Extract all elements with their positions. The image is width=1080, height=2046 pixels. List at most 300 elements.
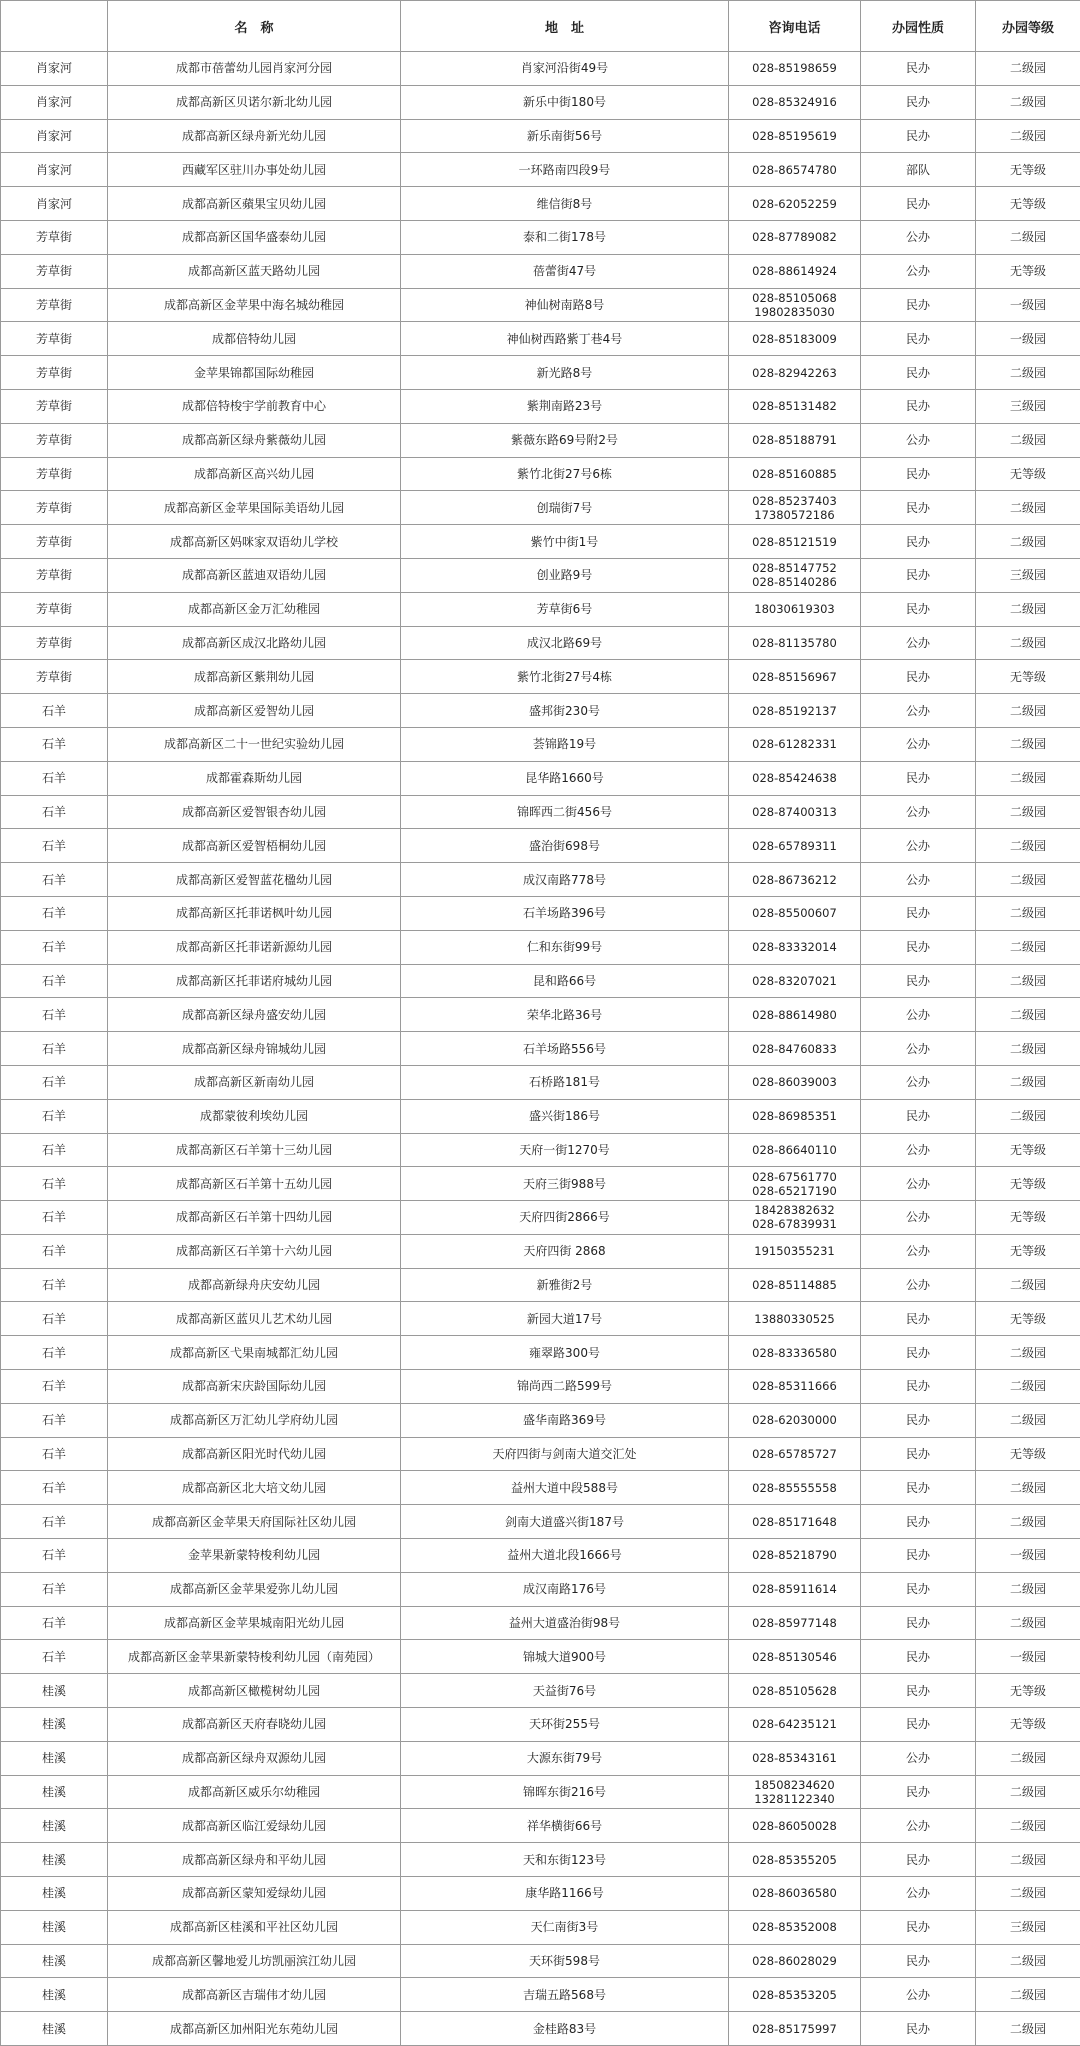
cell-address: 新乐中街180号 [401, 85, 729, 119]
cell-phone: 028-85175997 [729, 2012, 861, 2046]
cell-street: 石羊 [1, 998, 108, 1032]
cell-address: 天府四街与剑南大道交汇处 [401, 1437, 729, 1471]
table-row [1, 558, 1080, 592]
cell-phone: 028-85198659 [729, 52, 861, 86]
cell-street: 石羊 [1, 694, 108, 728]
table-row [1, 1640, 1080, 1674]
header-grade: 办园等级 [976, 1, 1080, 52]
cell-street: 石羊 [1, 863, 108, 897]
cell-grade: 二级园 [976, 626, 1080, 660]
cell-address: 天仁南街3号 [401, 1910, 729, 1944]
cell-grade: 二级园 [976, 1775, 1080, 1809]
cell-grade: 二级园 [976, 1978, 1080, 2012]
cell-type: 民办 [861, 1471, 976, 1505]
cell-name: 成都高新区金万汇幼稚园 [108, 592, 401, 626]
cell-phone: 028-85977148 [729, 1606, 861, 1640]
cell-address: 芳草街6号 [401, 592, 729, 626]
table-row [1, 1471, 1080, 1505]
cell-address: 新光路8号 [401, 356, 729, 390]
cell-address: 益州大道北段1666号 [401, 1539, 729, 1573]
cell-street: 芳草街 [1, 626, 108, 660]
cell-address: 锦城大道900号 [401, 1640, 729, 1674]
cell-type: 民办 [861, 2012, 976, 2046]
cell-grade: 二级园 [976, 1843, 1080, 1877]
cell-address: 肖家河沿街49号 [401, 52, 729, 86]
cell-phone: 028-85156967 [729, 660, 861, 694]
cell-street: 石羊 [1, 1336, 108, 1370]
cell-phone: 028-85130546 [729, 1640, 861, 1674]
cell-street: 桂溪 [1, 2012, 108, 2046]
cell-grade: 二级园 [976, 423, 1080, 457]
cell-address: 紫竹北街27号6栋 [401, 457, 729, 491]
cell-type: 民办 [861, 52, 976, 86]
cell-street: 芳草街 [1, 558, 108, 592]
cell-type: 公办 [861, 1877, 976, 1911]
cell-street: 芳草街 [1, 457, 108, 491]
cell-type: 民办 [861, 187, 976, 221]
cell-name: 成都高新区蓝迪双语幼儿园 [108, 558, 401, 592]
cell-address: 石桥路181号 [401, 1065, 729, 1099]
cell-grade: 一级园 [976, 288, 1080, 322]
cell-name: 成都高新区馨地爱儿坊凯丽滨江幼儿园 [108, 1944, 401, 1978]
cell-grade: 无等级 [976, 660, 1080, 694]
cell-phone: 028-85114885 [729, 1268, 861, 1302]
table-row [1, 863, 1080, 897]
cell-street: 石羊 [1, 1167, 108, 1201]
cell-type: 公办 [861, 694, 976, 728]
cell-address: 石羊场路396号 [401, 896, 729, 930]
cell-address: 紫竹北街27号4栋 [401, 660, 729, 694]
cell-type: 民办 [861, 1302, 976, 1336]
table-row [1, 85, 1080, 119]
cell-phone: 028-85311666 [729, 1370, 861, 1404]
cell-name: 成都高新区紫荆幼儿园 [108, 660, 401, 694]
cell-grade: 二级园 [976, 592, 1080, 626]
cell-name: 成都高新区弋果南城都汇幼儿园 [108, 1336, 401, 1370]
cell-address: 盛华南路369号 [401, 1403, 729, 1437]
cell-grade: 一级园 [976, 322, 1080, 356]
cell-address: 金桂路83号 [401, 2012, 729, 2046]
cell-address: 新乐南街56号 [401, 119, 729, 153]
cell-street: 石羊 [1, 1065, 108, 1099]
table-row [1, 1201, 1080, 1235]
cell-grade: 二级园 [976, 85, 1080, 119]
cell-street: 芳草街 [1, 660, 108, 694]
cell-address: 成汉南路778号 [401, 863, 729, 897]
cell-grade: 二级园 [976, 119, 1080, 153]
cell-address: 紫荆南路23号 [401, 389, 729, 423]
cell-street: 芳草街 [1, 254, 108, 288]
cell-name: 成都高新区临江爱绿幼儿园 [108, 1809, 401, 1843]
cell-grade: 无等级 [976, 1674, 1080, 1708]
cell-name: 成都高新区金苹果爱弥儿幼儿园 [108, 1572, 401, 1606]
table-row [1, 52, 1080, 86]
cell-name: 成都高新区托菲诺新源幼儿园 [108, 930, 401, 964]
cell-phone: 18030619303 [729, 592, 861, 626]
cell-address: 天府一街1270号 [401, 1133, 729, 1167]
cell-phone: 028-85131482 [729, 389, 861, 423]
cell-address: 益州大道中段588号 [401, 1471, 729, 1505]
cell-address: 锦晖西二街456号 [401, 795, 729, 829]
cell-grade: 二级园 [976, 52, 1080, 86]
cell-phone: 028-81135780 [729, 626, 861, 660]
cell-phone: 028-85195619 [729, 119, 861, 153]
cell-phone: 028-85183009 [729, 322, 861, 356]
cell-type: 民办 [861, 1539, 976, 1573]
cell-street: 石羊 [1, 1505, 108, 1539]
table-row [1, 1403, 1080, 1437]
cell-type: 公办 [861, 1741, 976, 1775]
cell-address: 泰和二街178号 [401, 220, 729, 254]
cell-grade: 二级园 [976, 1471, 1080, 1505]
table-row [1, 288, 1080, 322]
cell-phone: 028-86036580 [729, 1877, 861, 1911]
cell-name: 金苹果新蒙特梭利幼儿园 [108, 1539, 401, 1573]
cell-street: 桂溪 [1, 1843, 108, 1877]
cell-type: 民办 [861, 356, 976, 390]
table-row [1, 389, 1080, 423]
cell-grade: 二级园 [976, 863, 1080, 897]
cell-phone: 028-87400313 [729, 795, 861, 829]
cell-street: 石羊 [1, 795, 108, 829]
cell-name: 成都高新区桂溪和平社区幼儿园 [108, 1910, 401, 1944]
cell-name: 成都高新区石羊第十四幼儿园 [108, 1201, 401, 1235]
cell-name: 成都高新区绿舟锦城幼儿园 [108, 1032, 401, 1066]
cell-street: 石羊 [1, 1032, 108, 1066]
cell-phone: 028-88614924 [729, 254, 861, 288]
cell-type: 民办 [861, 1099, 976, 1133]
cell-type: 民办 [861, 1775, 976, 1809]
cell-address: 天府四街2866号 [401, 1201, 729, 1235]
cell-phone: 028-83207021 [729, 964, 861, 998]
cell-name: 成都高新区威乐尔幼稚园 [108, 1775, 401, 1809]
header-name: 名 称 [108, 1, 401, 52]
table-row [1, 254, 1080, 288]
cell-phone: 028-85424638 [729, 761, 861, 795]
cell-street: 桂溪 [1, 1978, 108, 2012]
cell-street: 桂溪 [1, 1708, 108, 1742]
cell-grade: 二级园 [976, 1606, 1080, 1640]
cell-street: 石羊 [1, 1133, 108, 1167]
table-row [1, 694, 1080, 728]
table-row [1, 322, 1080, 356]
cell-type: 民办 [861, 1606, 976, 1640]
table-row [1, 220, 1080, 254]
cell-type: 民办 [861, 1674, 976, 1708]
cell-street: 桂溪 [1, 1910, 108, 1944]
cell-phone: 13880330525 [729, 1302, 861, 1336]
cell-address: 天环街598号 [401, 1944, 729, 1978]
cell-name: 成都高新区金苹果新蒙特梭利幼儿园（南苑园） [108, 1640, 401, 1674]
cell-phone: 028-85218790 [729, 1539, 861, 1573]
cell-phone: 028-85500607 [729, 896, 861, 930]
header-phone: 咨询电话 [729, 1, 861, 52]
header-street [1, 1, 108, 52]
table-row [1, 1268, 1080, 1302]
cell-address: 天和东街123号 [401, 1843, 729, 1877]
cell-address: 蓓蕾街47号 [401, 254, 729, 288]
table-row [1, 1843, 1080, 1877]
cell-name: 成都高新宋庆龄国际幼儿园 [108, 1370, 401, 1404]
cell-street: 芳草街 [1, 525, 108, 559]
cell-grade: 无等级 [976, 1133, 1080, 1167]
cell-street: 肖家河 [1, 52, 108, 86]
cell-address: 昆和路66号 [401, 964, 729, 998]
cell-name: 成都蒙彼利埃幼儿园 [108, 1099, 401, 1133]
cell-phone: 028-85911614 [729, 1572, 861, 1606]
cell-name: 成都高新区绿舟盛安幼儿园 [108, 998, 401, 1032]
cell-phone: 028-85171648 [729, 1505, 861, 1539]
cell-type: 民办 [861, 119, 976, 153]
cell-name: 成都高新区金苹果城南阳光幼儿园 [108, 1606, 401, 1640]
cell-address: 锦晖东街216号 [401, 1775, 729, 1809]
table-row [1, 1336, 1080, 1370]
cell-street: 石羊 [1, 1437, 108, 1471]
table-row [1, 1978, 1080, 2012]
cell-type: 民办 [861, 1403, 976, 1437]
cell-street: 石羊 [1, 1302, 108, 1336]
cell-address: 天环街255号 [401, 1708, 729, 1742]
cell-grade: 二级园 [976, 1403, 1080, 1437]
cell-phone: 028-62052259 [729, 187, 861, 221]
cell-grade: 二级园 [976, 1741, 1080, 1775]
cell-address: 盛邦街230号 [401, 694, 729, 728]
cell-street: 芳草街 [1, 356, 108, 390]
cell-name: 成都高新区托菲诺府城幼儿园 [108, 964, 401, 998]
cell-grade: 一级园 [976, 1640, 1080, 1674]
cell-address: 神仙树南路8号 [401, 288, 729, 322]
cell-grade: 二级园 [976, 1336, 1080, 1370]
cell-grade: 二级园 [976, 694, 1080, 728]
cell-type: 公办 [861, 863, 976, 897]
cell-grade: 二级园 [976, 998, 1080, 1032]
cell-grade: 二级园 [976, 930, 1080, 964]
cell-address: 天益街76号 [401, 1674, 729, 1708]
cell-type: 公办 [861, 626, 976, 660]
cell-grade: 无等级 [976, 1201, 1080, 1235]
cell-grade: 二级园 [976, 829, 1080, 863]
table-row [1, 1302, 1080, 1336]
cell-grade: 三级园 [976, 389, 1080, 423]
cell-grade: 二级园 [976, 761, 1080, 795]
cell-phone: 028-65785727 [729, 1437, 861, 1471]
table-row [1, 525, 1080, 559]
table-row [1, 1775, 1080, 1809]
cell-name: 成都高新区高兴幼儿园 [108, 457, 401, 491]
cell-street: 肖家河 [1, 187, 108, 221]
cell-phone: 028-85324916 [729, 85, 861, 119]
table-row [1, 1572, 1080, 1606]
cell-address: 紫竹中街1号 [401, 525, 729, 559]
header-type: 办园性质 [861, 1, 976, 52]
cell-grade: 二级园 [976, 2012, 1080, 2046]
cell-type: 民办 [861, 761, 976, 795]
table-row [1, 660, 1080, 694]
table-row [1, 1944, 1080, 1978]
cell-grade: 三级园 [976, 1910, 1080, 1944]
cell-grade: 无等级 [976, 1437, 1080, 1471]
cell-street: 石羊 [1, 1268, 108, 1302]
cell-address: 荟锦路19号 [401, 727, 729, 761]
cell-street: 桂溪 [1, 1944, 108, 1978]
cell-grade: 二级园 [976, 525, 1080, 559]
cell-address: 成汉南路176号 [401, 1572, 729, 1606]
cell-type: 民办 [861, 964, 976, 998]
cell-name: 成都高新区加州阳光东苑幼儿园 [108, 2012, 401, 2046]
table-row [1, 356, 1080, 390]
cell-grade: 二级园 [976, 1877, 1080, 1911]
cell-name: 成都高新区石羊第十五幼儿园 [108, 1167, 401, 1201]
cell-address: 成汉北路69号 [401, 626, 729, 660]
cell-address: 石羊场路556号 [401, 1032, 729, 1066]
cell-address: 创瑞街7号 [401, 491, 729, 525]
cell-name: 成都高新区蘋果宝贝幼儿园 [108, 187, 401, 221]
cell-grade: 二级园 [976, 1032, 1080, 1066]
cell-street: 石羊 [1, 761, 108, 795]
cell-street: 石羊 [1, 1471, 108, 1505]
table-row [1, 592, 1080, 626]
header-row [1, 1, 1080, 52]
cell-type: 民办 [861, 288, 976, 322]
cell-name: 成都高新区国华盛泰幼儿园 [108, 220, 401, 254]
cell-address: 神仙树西路紫丁巷4号 [401, 322, 729, 356]
cell-type: 公办 [861, 1268, 976, 1302]
cell-name: 成都高新区托菲诺枫叶幼儿园 [108, 896, 401, 930]
table-row [1, 1099, 1080, 1133]
cell-address: 维信街8号 [401, 187, 729, 221]
cell-phone: 028-85352008 [729, 1910, 861, 1944]
cell-phone: 028-86028029 [729, 1944, 861, 1978]
table-row [1, 1910, 1080, 1944]
cell-address: 仁和东街99号 [401, 930, 729, 964]
cell-street: 石羊 [1, 1539, 108, 1573]
table-row [1, 1708, 1080, 1742]
cell-grade: 二级园 [976, 1370, 1080, 1404]
cell-grade: 无等级 [976, 187, 1080, 221]
cell-address: 新园大道17号 [401, 1302, 729, 1336]
cell-name: 成都高新区万汇幼儿学府幼儿园 [108, 1403, 401, 1437]
cell-street: 桂溪 [1, 1775, 108, 1809]
cell-phone: 028-85105628 [729, 1674, 861, 1708]
cell-type: 民办 [861, 930, 976, 964]
cell-type: 公办 [861, 1978, 976, 2012]
cell-type: 民办 [861, 1708, 976, 1742]
cell-name: 成都高新区蓝贝儿艺术幼儿园 [108, 1302, 401, 1336]
cell-type: 民办 [861, 592, 976, 626]
cell-address: 天府三街988号 [401, 1167, 729, 1201]
cell-name: 成都高新区吉瑞伟才幼儿园 [108, 1978, 401, 2012]
table-row [1, 1505, 1080, 1539]
cell-phone: 028-86640110 [729, 1133, 861, 1167]
cell-name: 成都高新区石羊第十六幼儿园 [108, 1234, 401, 1268]
cell-street: 石羊 [1, 930, 108, 964]
cell-grade: 二级园 [976, 220, 1080, 254]
cell-type: 公办 [861, 1133, 976, 1167]
cell-phone: 028-82942263 [729, 356, 861, 390]
cell-phone: 028-86039003 [729, 1065, 861, 1099]
table-row [1, 964, 1080, 998]
cell-street: 石羊 [1, 1370, 108, 1404]
cell-street: 芳草街 [1, 389, 108, 423]
cell-name: 成都高新绿舟庆安幼儿园 [108, 1268, 401, 1302]
cell-name: 成都霍森斯幼儿园 [108, 761, 401, 795]
table-row [1, 1809, 1080, 1843]
cell-phone: 028-64235121 [729, 1708, 861, 1742]
cell-grade: 二级园 [976, 491, 1080, 525]
cell-grade: 无等级 [976, 153, 1080, 187]
cell-type: 民办 [861, 525, 976, 559]
cell-name: 成都高新区阳光时代幼儿园 [108, 1437, 401, 1471]
cell-type: 民办 [861, 1336, 976, 1370]
cell-street: 桂溪 [1, 1809, 108, 1843]
cell-type: 公办 [861, 1032, 976, 1066]
table-row [1, 1167, 1080, 1201]
cell-address: 创业路9号 [401, 558, 729, 592]
cell-street: 石羊 [1, 727, 108, 761]
cell-street: 石羊 [1, 1640, 108, 1674]
cell-grade: 二级园 [976, 1944, 1080, 1978]
cell-name: 成都高新区天府春晓幼儿园 [108, 1708, 401, 1742]
cell-street: 芳草街 [1, 423, 108, 457]
cell-street: 石羊 [1, 1606, 108, 1640]
cell-phone: 028-85355205 [729, 1843, 861, 1877]
cell-address: 吉瑞五路568号 [401, 1978, 729, 2012]
table-row [1, 491, 1080, 525]
cell-name: 成都高新区贝诺尔新北幼儿园 [108, 85, 401, 119]
table-row [1, 1133, 1080, 1167]
table-row [1, 930, 1080, 964]
cell-grade: 二级园 [976, 964, 1080, 998]
cell-name: 西藏军区驻川办事处幼儿园 [108, 153, 401, 187]
cell-phone: 028-85555558 [729, 1471, 861, 1505]
cell-address: 昆华路1660号 [401, 761, 729, 795]
cell-grade: 二级园 [976, 795, 1080, 829]
table-body [1, 52, 1080, 2046]
cell-street: 芳草街 [1, 592, 108, 626]
cell-phone: 028-61282331 [729, 727, 861, 761]
cell-type: 民办 [861, 896, 976, 930]
table-row [1, 1370, 1080, 1404]
cell-name: 成都高新区蓝天路幼儿园 [108, 254, 401, 288]
cell-name: 成都高新区绿舟双源幼儿园 [108, 1741, 401, 1775]
cell-address: 益州大道盛治街98号 [401, 1606, 729, 1640]
cell-name: 成都高新区金苹果天府国际社区幼儿园 [108, 1505, 401, 1539]
cell-grade: 二级园 [976, 1572, 1080, 1606]
cell-phone: 028-85237403 17380572186 [729, 491, 861, 525]
cell-name: 成都高新区新南幼儿园 [108, 1065, 401, 1099]
cell-grade: 无等级 [976, 254, 1080, 288]
cell-address: 祥华横街66号 [401, 1809, 729, 1843]
cell-name: 成都高新区橄榄树幼儿园 [108, 1674, 401, 1708]
cell-type: 民办 [861, 1843, 976, 1877]
table-row [1, 998, 1080, 1032]
cell-type: 公办 [861, 423, 976, 457]
cell-type: 民办 [861, 457, 976, 491]
cell-type: 公办 [861, 1201, 976, 1235]
cell-address: 盛兴街186号 [401, 1099, 729, 1133]
cell-phone: 028-62030000 [729, 1403, 861, 1437]
cell-phone: 028-85343161 [729, 1741, 861, 1775]
cell-street: 石羊 [1, 829, 108, 863]
table-row [1, 119, 1080, 153]
cell-type: 部队 [861, 153, 976, 187]
table-row [1, 1539, 1080, 1573]
cell-name: 成都高新区爱智蓝花楹幼儿园 [108, 863, 401, 897]
cell-street: 肖家河 [1, 153, 108, 187]
cell-phone: 028-84760833 [729, 1032, 861, 1066]
table-row [1, 795, 1080, 829]
cell-name: 成都高新区妈咪家双语幼儿学校 [108, 525, 401, 559]
